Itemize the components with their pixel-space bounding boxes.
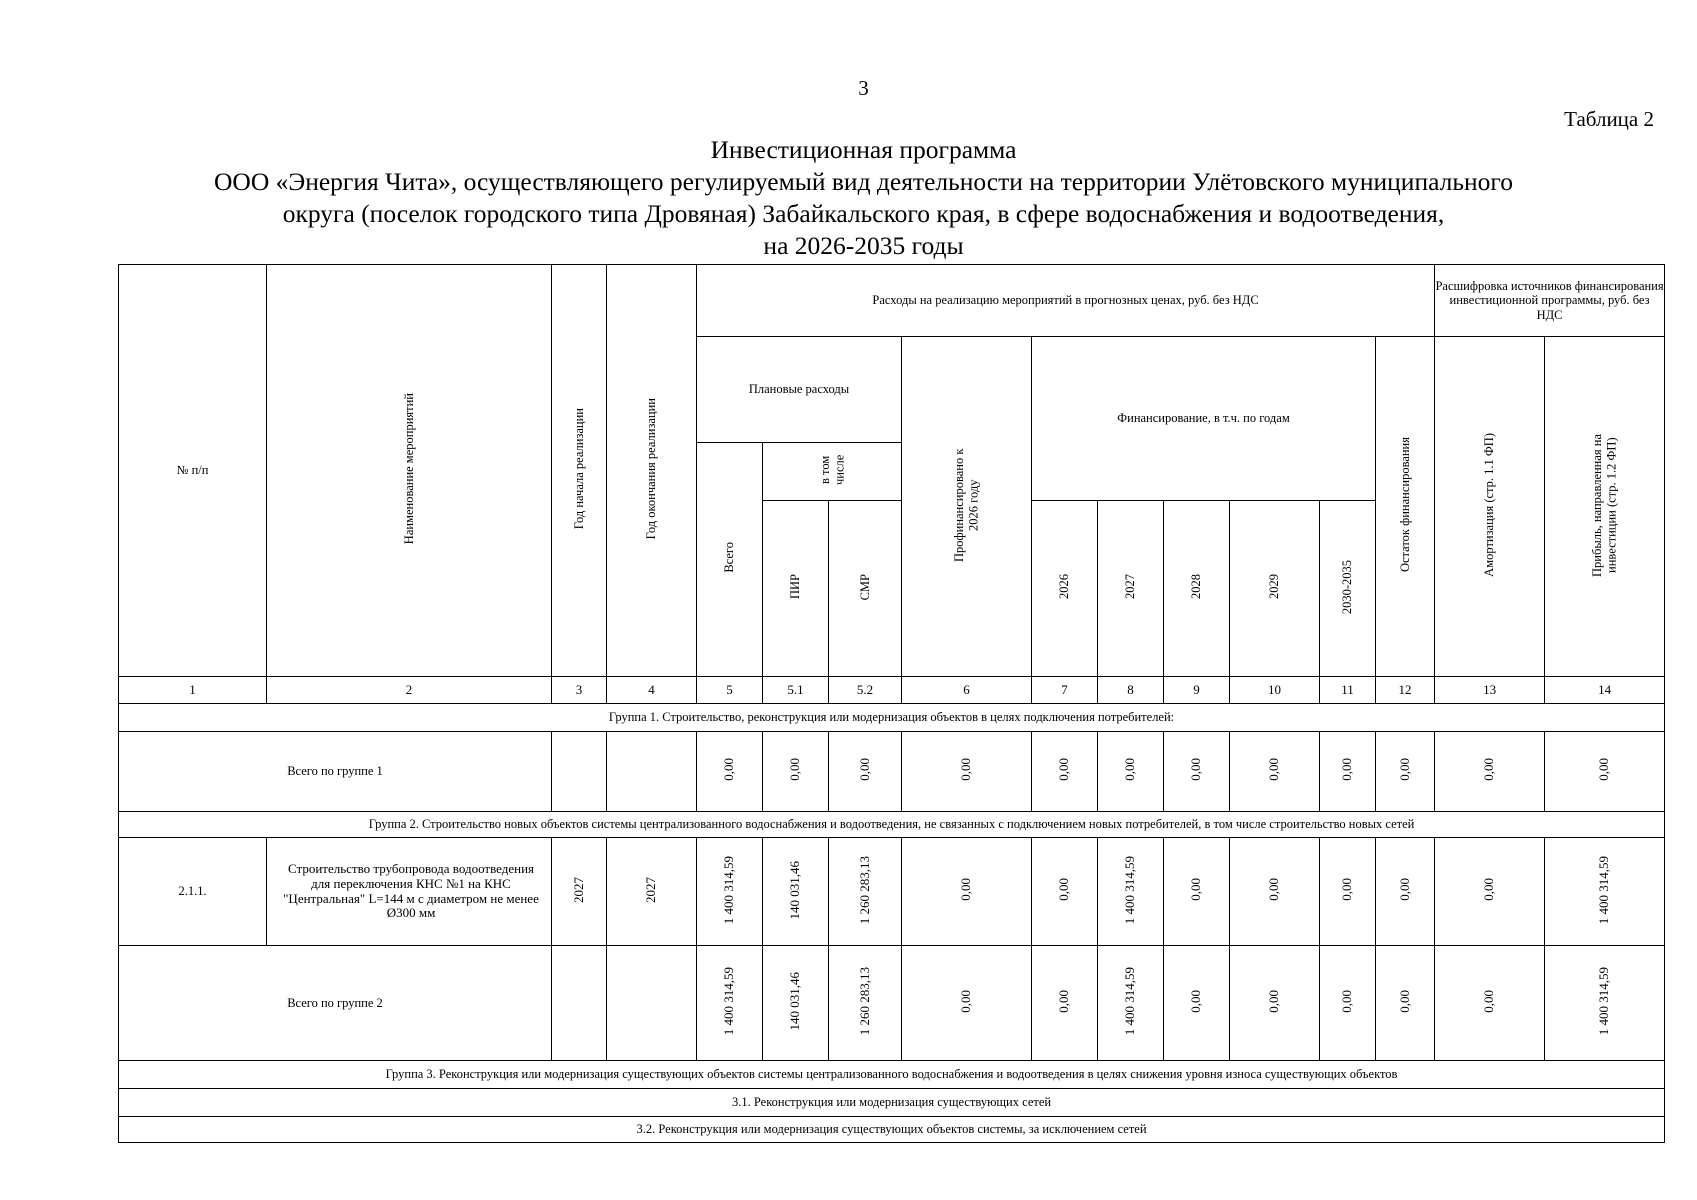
- group-2-title: Группа 2. Строительство новых объектов системы централизованного водоснабжения и водоотведения, не связанных с подключением новых потребителей, в том числе строительство новых сетей: [119, 812, 1665, 838]
- header-financed-before: Профинансировано к 2026 году: [902, 337, 1032, 677]
- group-row: [119, 704, 1665, 732]
- subgroup-row: [119, 1117, 1665, 1143]
- col-num: 2: [267, 677, 552, 704]
- header-end-year: Год окончания реализации: [607, 265, 697, 677]
- col-num: 8: [1098, 677, 1164, 704]
- value-cell: 1 400 314,59: [697, 838, 763, 946]
- col-num: 11: [1320, 677, 1376, 704]
- header-sources: Расшифровка источников финансирования инвестиционной программы, руб. без НДС: [1435, 265, 1665, 337]
- value-cell: 0,00: [1435, 732, 1545, 812]
- value-cell: 0,00: [1230, 838, 1320, 946]
- page-number: 3: [858, 76, 869, 100]
- value-cell: 1 400 314,59: [1098, 946, 1164, 1061]
- value-cell: 0,00: [902, 732, 1032, 812]
- group-1-title: Группа 1. Строительство, реконструкция или модернизация объектов в целях подключения потребителей:: [119, 704, 1665, 732]
- investment-table: [118, 264, 1665, 1143]
- value-cell: 0,00: [1376, 946, 1435, 1061]
- header-including: в том числе: [763, 443, 902, 501]
- value-cell: 0,00: [1320, 946, 1376, 1061]
- group-3-title: Группа 3. Реконструкция или модернизация существующих объектов системы централизованного водоснабжения и водоотведения в целях снижения уровня износа существующих объектов: [119, 1061, 1665, 1089]
- col-num: 4: [607, 677, 697, 704]
- group-row: [119, 812, 1665, 838]
- value-cell: 0,00: [1032, 732, 1098, 812]
- value-cell: 0,00: [1320, 838, 1376, 946]
- cell-empty: [552, 946, 607, 1061]
- table-row: [119, 838, 1665, 946]
- value-cell: 0,00: [1320, 732, 1376, 812]
- header-pir: ПИР: [763, 501, 829, 677]
- header-amortization: Амортизация (стр. 1.1 ФП): [1435, 337, 1545, 677]
- header-profit: Прибыль, направленная на инвестиции (стр. 1.2 ФП): [1545, 337, 1665, 677]
- value-cell: 1 400 314,59: [1545, 946, 1665, 1061]
- value-cell: 0,00: [1098, 732, 1164, 812]
- col-num: 10: [1230, 677, 1320, 704]
- value-cell: 0,00: [1435, 838, 1545, 946]
- header-2029: 2029: [1230, 501, 1320, 677]
- item-start-year: 2027: [552, 838, 607, 946]
- header-2027: 2027: [1098, 501, 1164, 677]
- item-num: 2.1.1.: [119, 838, 267, 946]
- group-2-total-label: Всего по группе 2: [119, 946, 552, 1061]
- value-cell: 0,00: [1164, 946, 1230, 1061]
- value-cell: 1 400 314,59: [1545, 838, 1665, 946]
- col-num: 9: [1164, 677, 1230, 704]
- group-row: [119, 1061, 1665, 1089]
- title-line-4: на 2026-2035 годы: [763, 231, 964, 260]
- value-cell: 140 031,46: [763, 946, 829, 1061]
- value-cell: 0,00: [1032, 838, 1098, 946]
- value-cell: 0,00: [1164, 732, 1230, 812]
- header-planned: Плановые расходы: [697, 337, 902, 443]
- value-cell: 0,00: [1230, 732, 1320, 812]
- column-numbers-row: [119, 677, 1665, 704]
- cell-empty: [607, 946, 697, 1061]
- group-1-total-label: Всего по группе 1: [119, 732, 552, 812]
- header-financing-by-years: Финансирование, в т.ч. по годам: [1032, 337, 1376, 501]
- title-line-1: Инвестиционная программа: [710, 135, 1017, 164]
- value-cell: 1 400 314,59: [697, 946, 763, 1061]
- value-cell: 0,00: [697, 732, 763, 812]
- col-num: 12: [1376, 677, 1435, 704]
- value-cell: 0,00: [1032, 946, 1098, 1061]
- cell-empty: [607, 732, 697, 812]
- value-cell: 1 260 283,13: [829, 946, 902, 1061]
- value-cell: 1 260 283,13: [829, 838, 902, 946]
- col-num: 14: [1545, 677, 1665, 704]
- col-num: 5.1: [763, 677, 829, 704]
- group-3-sub-1: 3.1. Реконструкция или модернизация существующих сетей: [119, 1089, 1665, 1117]
- value-cell: 0,00: [1376, 838, 1435, 946]
- col-num: 13: [1435, 677, 1545, 704]
- value-cell: 0,00: [902, 838, 1032, 946]
- item-name: Строительство трубопровода водоотведения для переключения КНС №1 на КНС "Центральная" L=144 м с диаметром не менее Ø300 мм: [267, 838, 552, 946]
- header-total: Всего: [697, 443, 763, 677]
- value-cell: 0,00: [1376, 732, 1435, 812]
- value-cell: 0,00: [763, 732, 829, 812]
- document-title: [0, 134, 1697, 262]
- col-num: 1: [119, 677, 267, 704]
- col-num: 7: [1032, 677, 1098, 704]
- cell-empty: [552, 732, 607, 812]
- title-line-2: ООО «Энергия Чита», осуществляющего регулируемый вид деятельности на территории Улётовского муниципального: [214, 167, 1513, 196]
- col-num: 5: [697, 677, 763, 704]
- value-cell: 140 031,46: [763, 838, 829, 946]
- subgroup-row: [119, 1089, 1665, 1117]
- header-remaining: Остаток финансирования: [1376, 337, 1435, 677]
- value-cell: 0,00: [829, 732, 902, 812]
- value-cell: 0,00: [1545, 732, 1665, 812]
- header-2030-2035: 2030-2035: [1320, 501, 1376, 677]
- value-cell: 0,00: [902, 946, 1032, 1061]
- value-cell: 0,00: [1435, 946, 1545, 1061]
- value-cell: 0,00: [1230, 946, 1320, 1061]
- table-row: [119, 946, 1665, 1061]
- table-label: Таблица 2: [1564, 107, 1654, 131]
- title-line-3: округа (поселок городского типа Дровяная) Забайкальского края, в сфере водоснабжения и водоотведения,: [282, 199, 1445, 228]
- header-start-year: Год начала реализации: [552, 265, 607, 677]
- header-name: Наименование мероприятий: [267, 265, 552, 677]
- col-num: 5.2: [829, 677, 902, 704]
- group-3-sub-2: 3.2. Реконструкция или модернизация существующих объектов системы, за исключением сетей: [119, 1117, 1665, 1143]
- col-num: 3: [552, 677, 607, 704]
- value-cell: 0,00: [1164, 838, 1230, 946]
- header-2028: 2028: [1164, 501, 1230, 677]
- item-end-year: 2027: [607, 838, 697, 946]
- header-expenses: Расходы на реализацию мероприятий в прогнозных ценах, руб. без НДС: [697, 265, 1435, 337]
- table-row: [119, 732, 1665, 812]
- value-cell: 1 400 314,59: [1098, 838, 1164, 946]
- header-num: № п/п: [119, 265, 267, 677]
- header-smr: СМР: [829, 501, 902, 677]
- header-2026: 2026: [1032, 501, 1098, 677]
- col-num: 6: [902, 677, 1032, 704]
